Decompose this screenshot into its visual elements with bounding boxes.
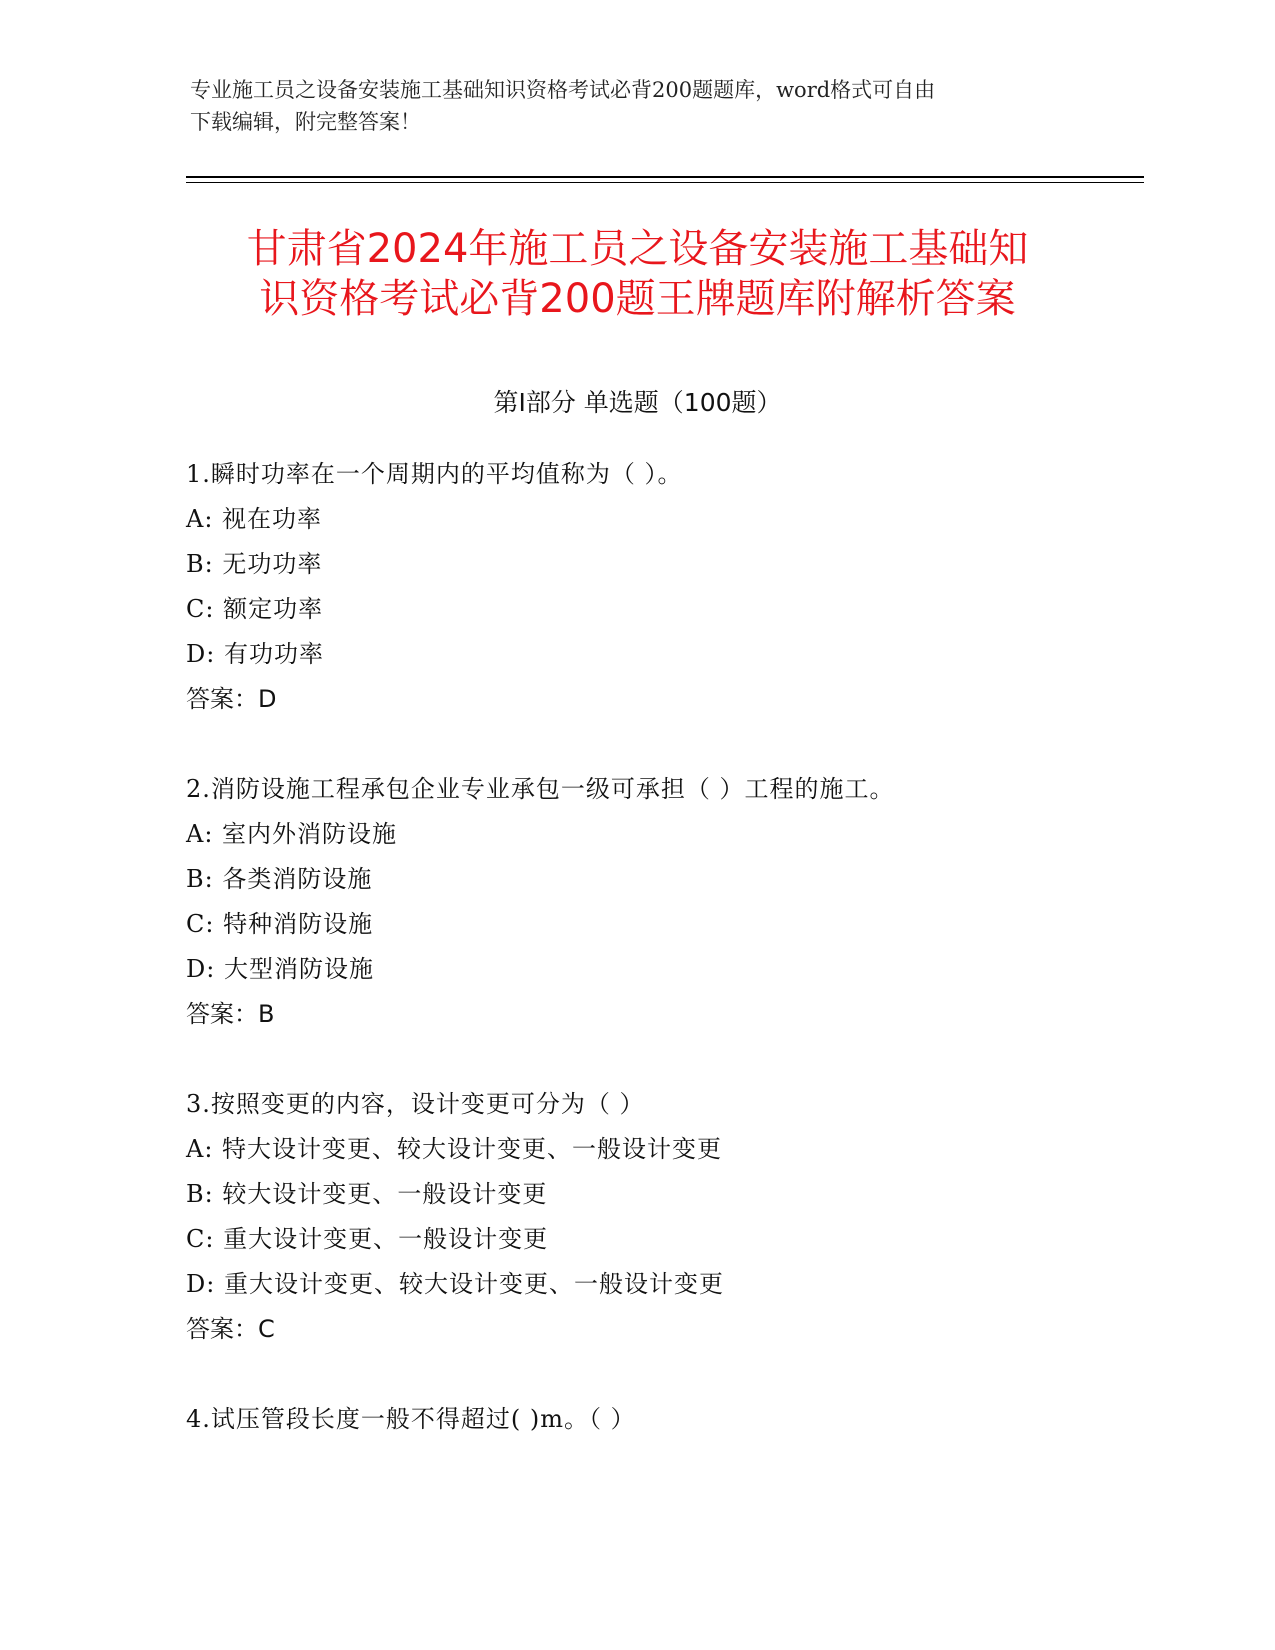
option-c: C: 额定功率 — [186, 595, 324, 623]
option-d: D: 大型消防设施 — [186, 955, 374, 983]
section-heading: 第Ⅰ部分 单选题（100题） — [493, 388, 782, 417]
answer-line: 答案：D — [186, 685, 277, 713]
question-block — [186, 452, 1186, 722]
header-note-line-2: 下载编辑，附完整答案！ — [190, 110, 421, 134]
document-title-line-2: 识资格考试必背200题王牌题库附解析答案 — [259, 276, 1016, 322]
question-block — [186, 1397, 1186, 1442]
header-note-line-1: 专业施工员之设备安装施工基础知识资格考试必背200题题库，word格式可自由 — [190, 78, 936, 102]
option-a: A: 室内外消防设施 — [186, 820, 398, 848]
header-note — [190, 74, 1090, 138]
option-d: D: 重大设计变更、较大设计变更、一般设计变更 — [186, 1270, 724, 1298]
question-stem: 2.消防设施工程承包企业专业承包一级可承担（ ）工程的施工。 — [186, 775, 895, 803]
question-stem: 1.瞬时功率在一个周期内的平均值称为（ ）。 — [186, 460, 683, 488]
header-divider-thin — [186, 182, 1144, 183]
question-stem: 3.按照变更的内容，设计变更可分为（ ） — [186, 1090, 645, 1118]
question-block — [186, 767, 1186, 1037]
option-d: D: 有功功率 — [186, 640, 324, 668]
option-b: B: 各类消防设施 — [186, 865, 373, 893]
question-stem: 4.试压管段长度一般不得超过( )m。（ ） — [186, 1405, 636, 1433]
option-a: A: 特大设计变更、较大设计变更、一般设计变更 — [186, 1135, 723, 1163]
option-b: B: 无功功率 — [186, 550, 323, 578]
option-b: B: 较大设计变更、一般设计变更 — [186, 1180, 548, 1208]
answer-line: 答案：B — [186, 1000, 275, 1028]
header-divider-thick — [186, 176, 1144, 178]
option-a: A: 视在功率 — [186, 505, 323, 533]
option-c: C: 重大设计变更、一般设计变更 — [186, 1225, 549, 1253]
document-title-line-1: 甘肃省2024年施工员之设备安装施工基础知 — [246, 226, 1029, 272]
document-title — [150, 224, 1125, 324]
option-c: C: 特种消防设施 — [186, 910, 374, 938]
question-block — [186, 1082, 1186, 1352]
answer-line: 答案：C — [186, 1315, 275, 1343]
